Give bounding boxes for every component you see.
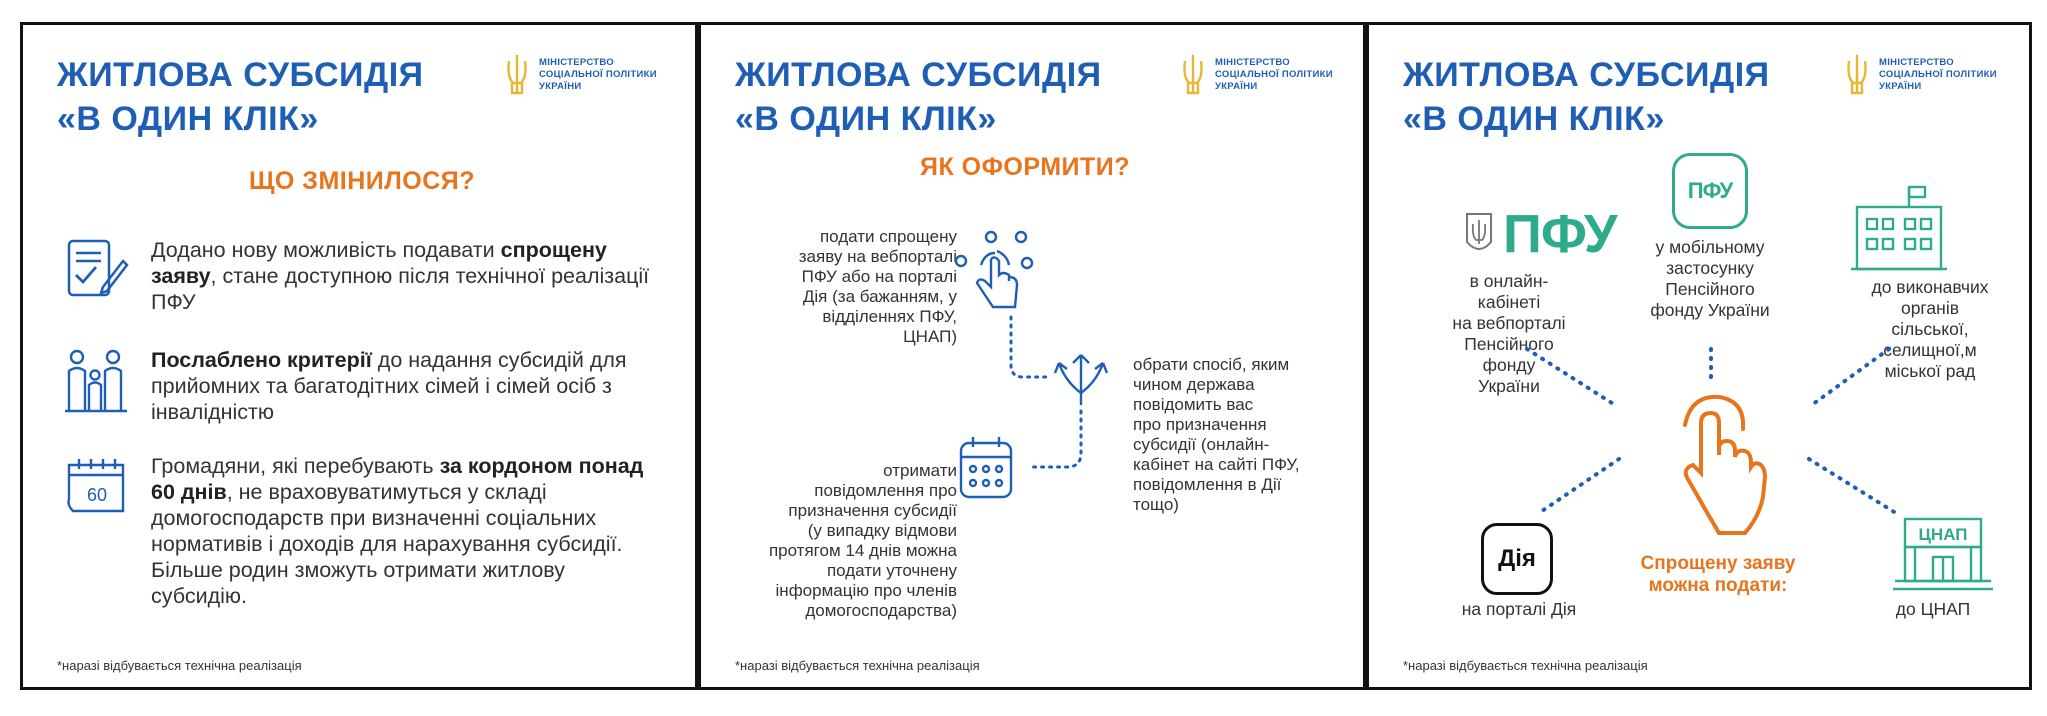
option-cnap: до ЦНАП (1895, 599, 1971, 619)
calendar-60-icon (63, 453, 129, 519)
ministry-line-2: СОЦІАЛЬНОЇ ПОЛІТИКИ (1215, 69, 1333, 80)
ministry-logo (1179, 53, 1333, 97)
change-text: Послаблено критерії до надання субсидій для прийомних та багатодітних сімей і сімей осіб з інвалідністю (151, 348, 627, 424)
ministry-line-2: СОЦІАЛЬНОЇ ПОЛІТИКИ (1879, 69, 1997, 80)
cnap-word: ЦНАП (1918, 525, 1968, 544)
pointing-hand-icon (1685, 397, 1765, 533)
ministry-line-3: УКРАЇНИ (1215, 81, 1258, 92)
call-to-action: Спрощену заяву можна подати: (1640, 553, 1796, 596)
ministry-line-1: МІНІСТЕРСТВО (539, 57, 614, 68)
step-receive: отримати повідомлення про призначення субсидії (у випадку відмови протягом 14 днів можна подати уточнену інформацію про членів домогосподарства) (768, 461, 957, 620)
document-pen-icon (63, 237, 129, 303)
step-submit: подати спрощену заяву на вебпорталі ПФУ або на порталі Дія (за бажанням, у відділеннях ПФУ, ЦНАП) (798, 227, 957, 346)
calendar-icon (961, 437, 1011, 497)
cnap-building-icon (1891, 513, 1995, 593)
title (57, 53, 424, 141)
ministry-line-2: СОЦІАЛЬНОЇ ПОЛІТИКИ (539, 69, 657, 80)
trident-icon (1843, 53, 1871, 97)
pfu-logo (1465, 203, 1616, 265)
option-executive-bodies: до виконавчих органів сільської, селищної,м міської рад (1871, 277, 1989, 381)
option-online-cabinet: в онлайн- кабінеті на вебпорталі Пенсійного фонду України (1452, 271, 1566, 396)
title-line-2: «В ОДИН КЛІК» (1403, 100, 1665, 138)
trident-icon (503, 53, 531, 97)
title-line-1: ЖИТЛОВА СУБСИДІЯ (57, 56, 424, 94)
footnote: *наразі відбувається технічна реалізація (1403, 658, 1648, 673)
pfu-word: ПФУ (1503, 204, 1617, 264)
title (735, 53, 1102, 141)
step-choose: обрати спосіб, яким чином держава повідомить вас про призначення субсидії (онлайн- кабінет на сайті ПФУ, повідомлення в Дії тощо) (1133, 355, 1300, 514)
title-line-1: ЖИТЛОВА СУБСИДІЯ (735, 56, 1102, 94)
ministry-line-1: МІНІСТЕРСТВО (1879, 57, 1954, 68)
change-text: Додано нову можливість подавати спрощену заяву, стане доступною після технічної реалізації ПФУ (151, 238, 650, 314)
section-heading: ЩО ЗМІНИЛОСЯ? (248, 167, 476, 195)
footnote: *наразі відбувається технічна реалізація (57, 658, 302, 673)
section-heading: ЯК ОФОРМИТИ? (919, 153, 1131, 181)
choice-arrows-icon (1055, 355, 1107, 405)
panel-how-to-apply (698, 22, 1366, 690)
title-line-2: «В ОДИН КЛІК» (735, 100, 997, 138)
government-building-icon (1849, 183, 1949, 275)
change-item (63, 453, 663, 609)
ministry-logo (1843, 53, 1997, 97)
panel-what-changed (20, 22, 698, 690)
ministry-line-3: УКРАЇНИ (539, 81, 582, 92)
pfu-app-icon: ПФУ (1672, 153, 1748, 229)
option-mobile-app: у мобільному застосунку Пенсійного фонду України (1650, 237, 1770, 320)
change-text: Громадяни, які перебувають за кордоном понад 60 днів, не враховуватимуться у складі домогосподарств при визначенні соціальних нормативів і доходів для нарахування субсидії. Більше родин зможуть отримати житлову субсидію. (151, 454, 644, 608)
change-item (63, 237, 663, 315)
trident-icon (1179, 53, 1207, 97)
touch-icon (956, 232, 1032, 307)
change-item (63, 347, 663, 425)
ministry-line-3: УКРАЇНИ (1879, 81, 1922, 92)
panel-where-to-apply (1366, 22, 2032, 690)
central-hand-diagram (1519, 345, 1939, 545)
ministry-line-1: МІНІСТЕРСТВО (1215, 57, 1290, 68)
ministry-logo (503, 53, 657, 97)
title-line-1: ЖИТЛОВА СУБСИДІЯ (1403, 56, 1770, 94)
pfu-emblem-icon (1465, 212, 1493, 256)
diia-app-icon: Дія (1481, 523, 1553, 595)
calendar-number: 60 (86, 485, 108, 505)
option-diia-portal: на порталі Дія (1461, 599, 1577, 619)
title (1403, 53, 1770, 141)
family-icon (63, 347, 129, 413)
title-line-2: «В ОДИН КЛІК» (57, 100, 319, 138)
footnote: *наразі відбувається технічна реалізація (735, 658, 980, 673)
